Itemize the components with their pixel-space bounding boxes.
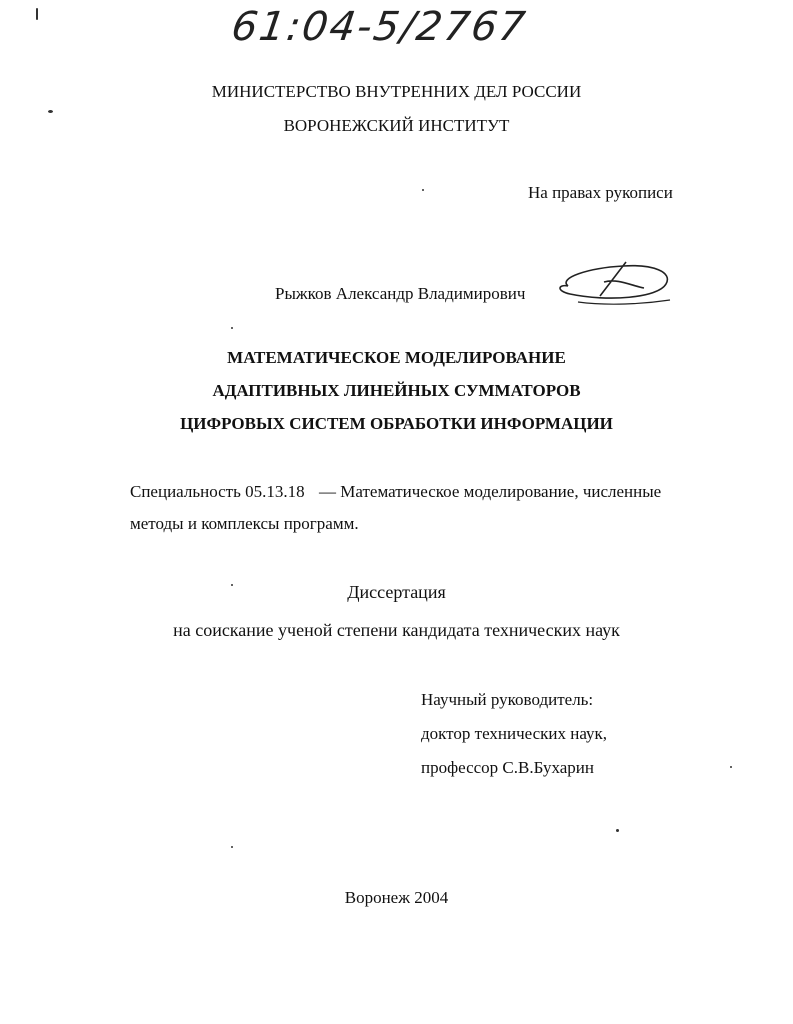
- ministry-heading: МИНИСТЕРСТВО ВНУТРЕННИХ ДЕЛ РОССИИ: [211, 82, 582, 101]
- title-line-1: МАТЕМАТИЧЕСКОЕ МОДЕЛИРОВАНИЕ: [227, 348, 566, 367]
- title-line-2: АДАПТИВНЫХ ЛИНЕЙНЫХ СУММАТОРОВ: [212, 381, 581, 400]
- city-year: Воронеж 2004: [344, 888, 449, 907]
- scan-mark: [231, 327, 233, 329]
- scan-mark: [616, 829, 619, 832]
- supervisor-degree: доктор технических наук,: [421, 724, 608, 743]
- scan-mark: [730, 766, 732, 768]
- institute-heading: ВОРОНЕЖСКИЙ ИНСТИТУТ: [283, 116, 510, 135]
- scan-mark: [231, 846, 233, 848]
- specialty-description-continued: методы и комплексы программ.: [130, 514, 359, 533]
- specialty-description: — Математическое моделирование, численные: [319, 482, 662, 501]
- supervisor-label: Научный руководитель:: [421, 690, 594, 709]
- signature-icon: [548, 256, 678, 308]
- title-line-3: ЦИФРОВЫХ СИСТЕМ ОБРАБОТКИ ИНФОРМАЦИИ: [180, 414, 613, 433]
- scan-mark: [422, 189, 424, 191]
- dissertation-heading: Диссертация: [347, 582, 446, 602]
- scan-mark: [36, 8, 38, 20]
- archive-number-handwritten: 61:04-5/2767: [228, 4, 530, 50]
- manuscript-rights-note: На правах рукописи: [528, 183, 673, 202]
- specialty-label: Специальность 05.13.18: [130, 482, 305, 501]
- scan-mark: [48, 110, 53, 113]
- scan-mark: [231, 584, 233, 586]
- supervisor-name: профессор С.В.Бухарин: [421, 758, 594, 777]
- author-name: Рыжков Александр Владимирович: [275, 284, 526, 303]
- dissertation-degree: на соискание ученой степени кандидата технических наук: [173, 620, 620, 640]
